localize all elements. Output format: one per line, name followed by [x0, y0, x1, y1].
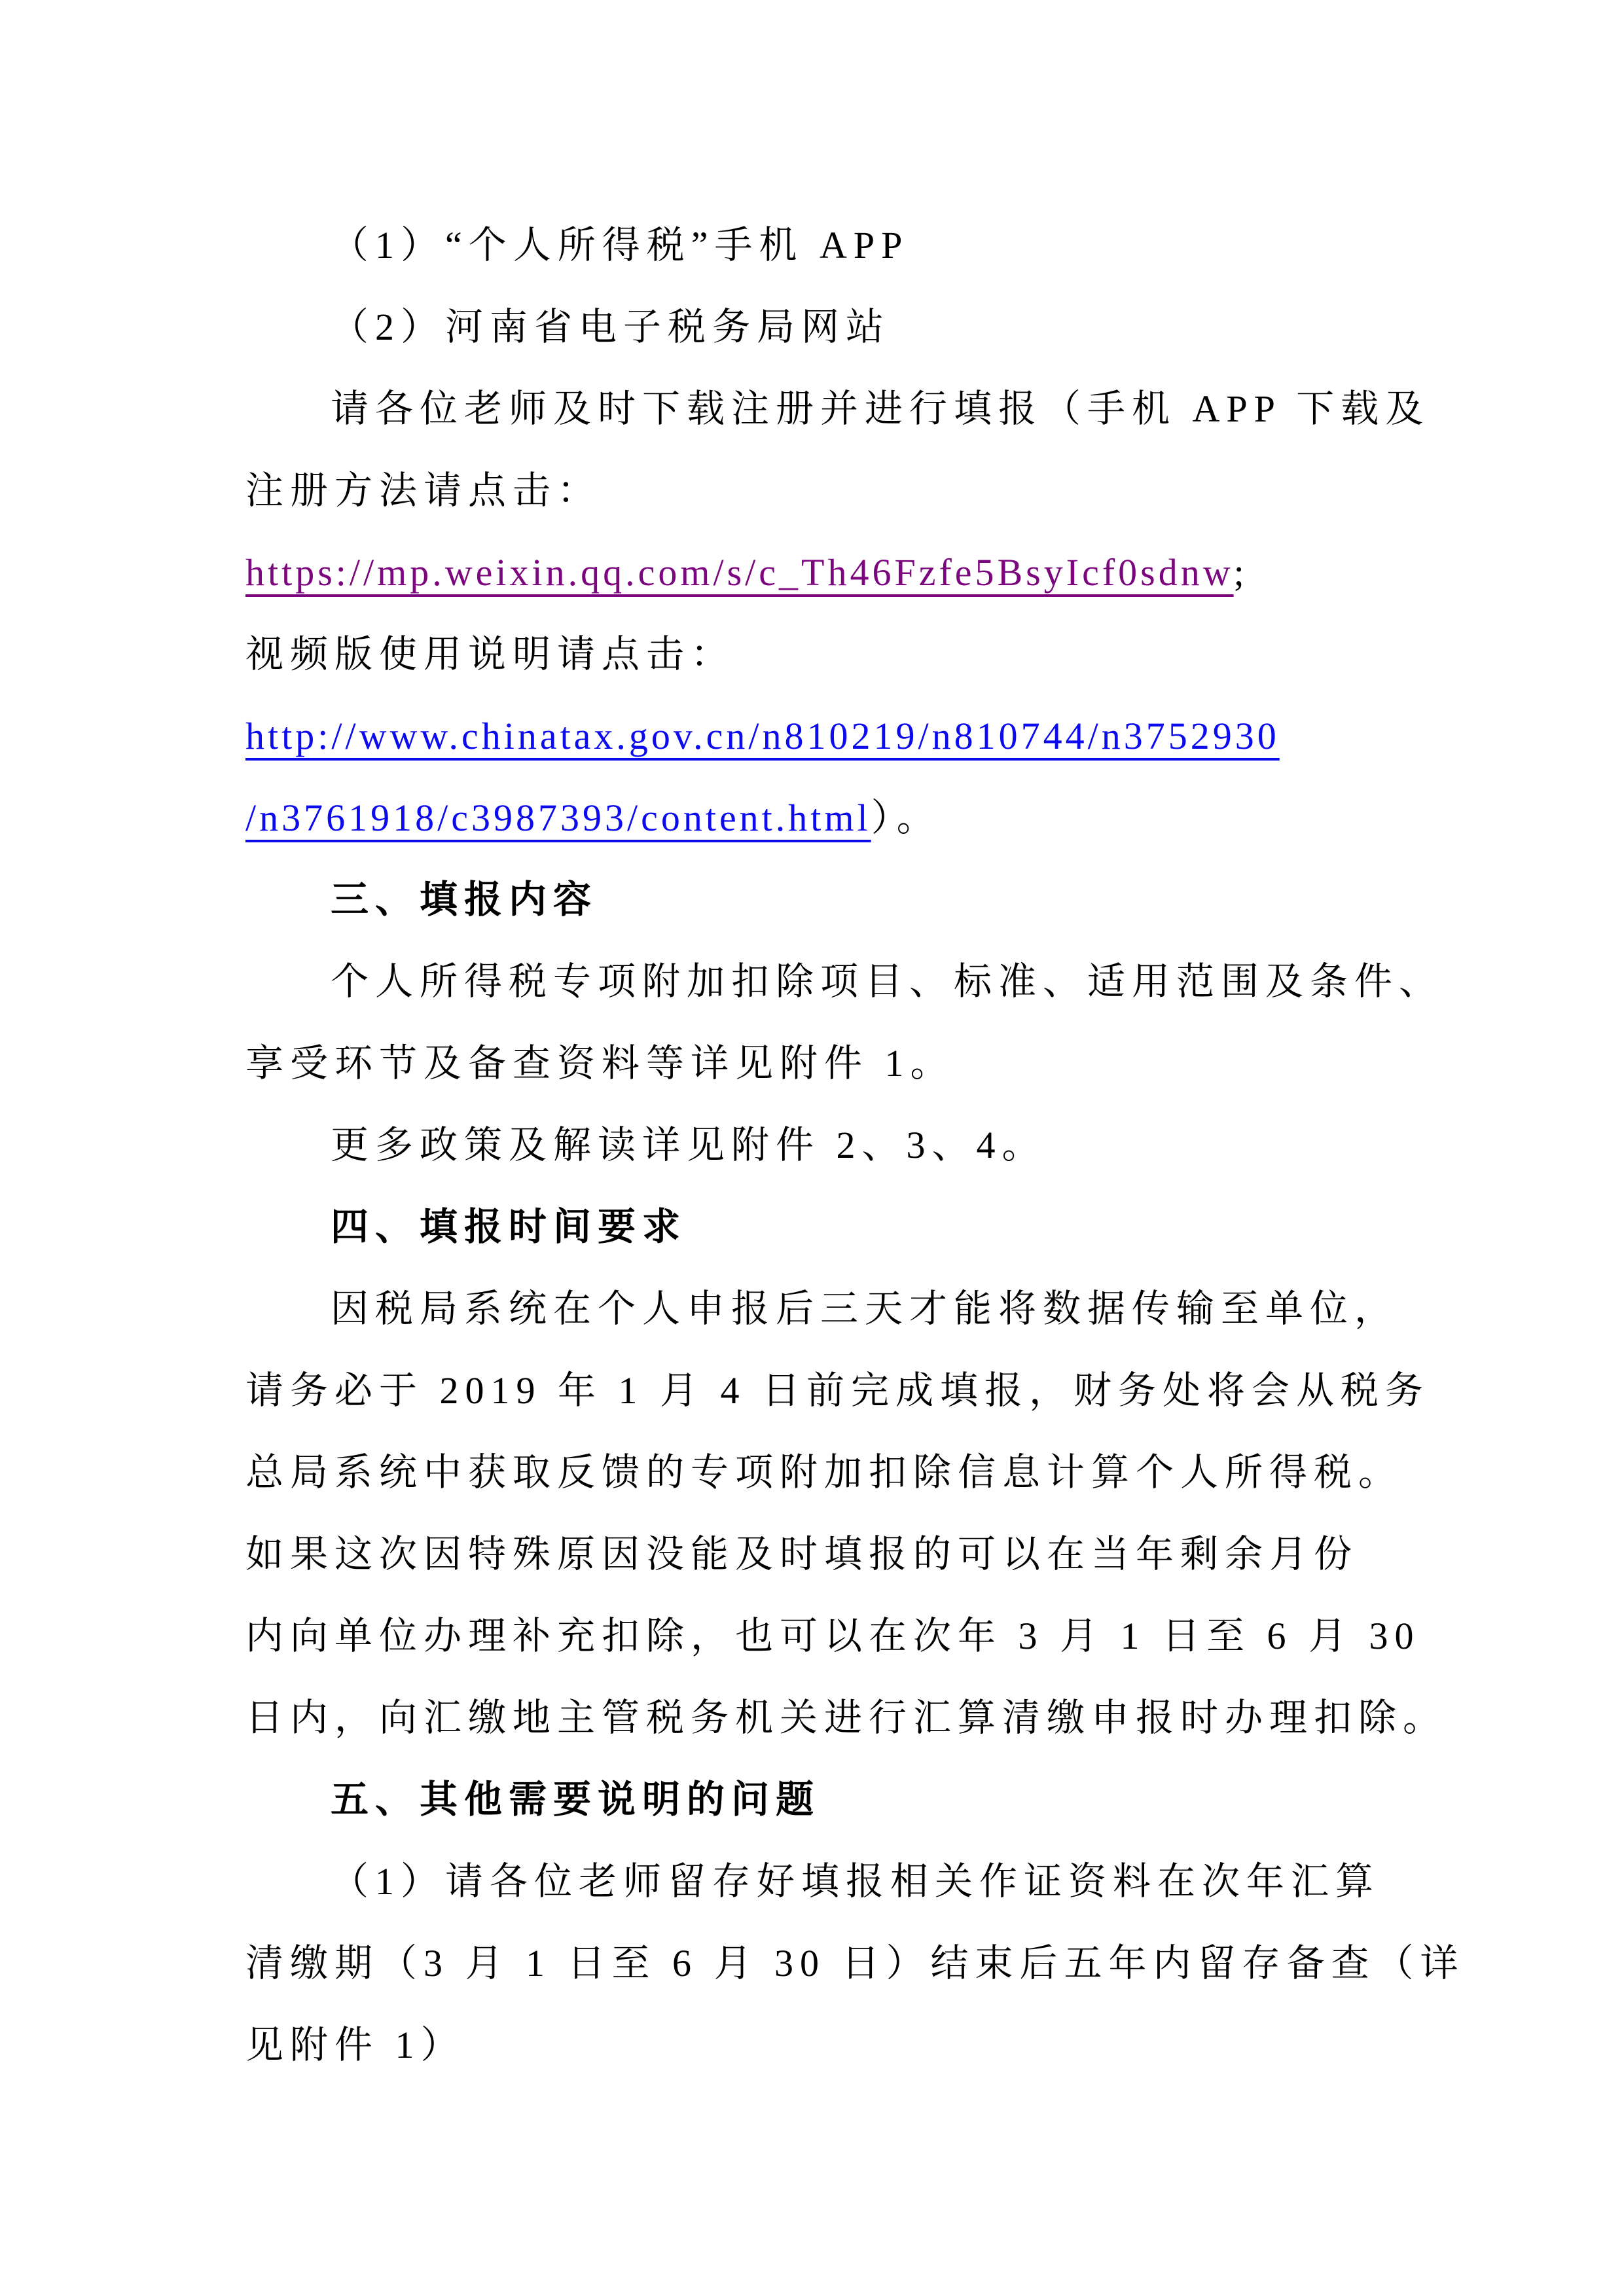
chinatax-video-guide-link-part-2[interactable]: /n3761918/c3987393/content.html [245, 797, 871, 839]
heading-section-5 [245, 1759, 1398, 1840]
para-download-line-1 [245, 368, 1430, 450]
weixin-link-line [245, 531, 1398, 613]
section-heading-text: 四、填报时间要求 [331, 1206, 687, 1248]
document-body [245, 204, 1465, 2086]
text-run: 清缴期（3 月 1 日至 6 月 30 日）结束后五年内留存备查（详 [245, 1942, 1465, 1984]
para-time-line-1 [245, 1268, 1398, 1350]
section-heading-text: 三、填报内容 [331, 878, 598, 921]
para-time-line-5 [245, 1595, 1420, 1677]
para-other-line-2 [245, 1922, 1465, 2004]
para-download-line-2 [245, 450, 1398, 531]
text-run: 请各位老师及时下载注册并进行填报（手机 APP 下载及 [331, 387, 1430, 430]
chinatax-link-line-1 [245, 695, 1398, 777]
para-content-line-1 [245, 941, 1444, 1022]
chinatax-link-line-2 [245, 777, 1398, 859]
list-item-app [245, 204, 1398, 286]
text-run: 视频版使用说明请点击： [245, 633, 736, 675]
text-run: 更多政策及解读详见附件 2、3、4。 [331, 1124, 1047, 1166]
text-run: 因税局系统在个人申报后三天才能将数据传输至单位， [331, 1287, 1399, 1330]
text-run: 日内，向汇缴地主管税务机关进行汇算清缴申报时办理扣除。 [245, 1696, 1448, 1739]
heading-section-4 [245, 1186, 1398, 1268]
text-run: 总局系统中获取反馈的专项附加扣除信息计算个人所得税。 [245, 1451, 1403, 1494]
text-run: 个人所得税专项附加扣除项目、标准、适用范围及条件、 [331, 960, 1444, 1003]
para-time-line-3 [245, 1431, 1403, 1513]
para-time-line-2 [245, 1350, 1430, 1431]
chinatax-video-guide-link-part-1[interactable]: http://www.chinatax.gov.cn/n810219/n810744/n3752930 [245, 715, 1280, 757]
text-run: 享受环节及备查资料等详见附件 1。 [245, 1042, 955, 1085]
para-more-policy [245, 1104, 1398, 1186]
heading-section-3 [245, 859, 1398, 941]
text-run: 如果这次因特殊原因没能及时填报的可以在当年剩余月份 [245, 1533, 1359, 1575]
section-heading-text: 五、其他需要说明的问题 [331, 1778, 821, 1821]
text-run: ）。 [871, 797, 941, 839]
text-run: ; [1233, 551, 1251, 594]
para-time-line-4 [245, 1513, 1398, 1595]
para-video-line [245, 613, 1398, 695]
text-run: 注册方法请点击： [245, 469, 602, 512]
text-run: 内向单位办理补充扣除，也可以在次年 3 月 1 日至 6 月 30 [245, 1615, 1420, 1657]
para-content-line-2 [245, 1022, 1398, 1104]
list-item-website [245, 286, 1398, 368]
text-run: （1）请各位老师留存好填报相关作证资料在次年汇算 [331, 1860, 1380, 1903]
text-run: 见附件 1） [245, 2024, 465, 2066]
text-run: 请务必于 2019 年 1 月 4 日前完成填报，财务处将会从税务 [245, 1369, 1430, 1412]
para-other-line-1 [245, 1840, 1398, 1922]
text-run: （1）“个人所得税”手机 APP [331, 224, 909, 266]
para-other-line-3 [245, 2004, 1398, 2086]
text-run: （2）河南省电子税务局网站 [331, 306, 891, 348]
para-time-line-6 [245, 1677, 1448, 1759]
weixin-app-tutorial-link[interactable]: https://mp.weixin.qq.com/s/c_Th46Fzfe5BsyIcf0sdnw [245, 551, 1234, 594]
